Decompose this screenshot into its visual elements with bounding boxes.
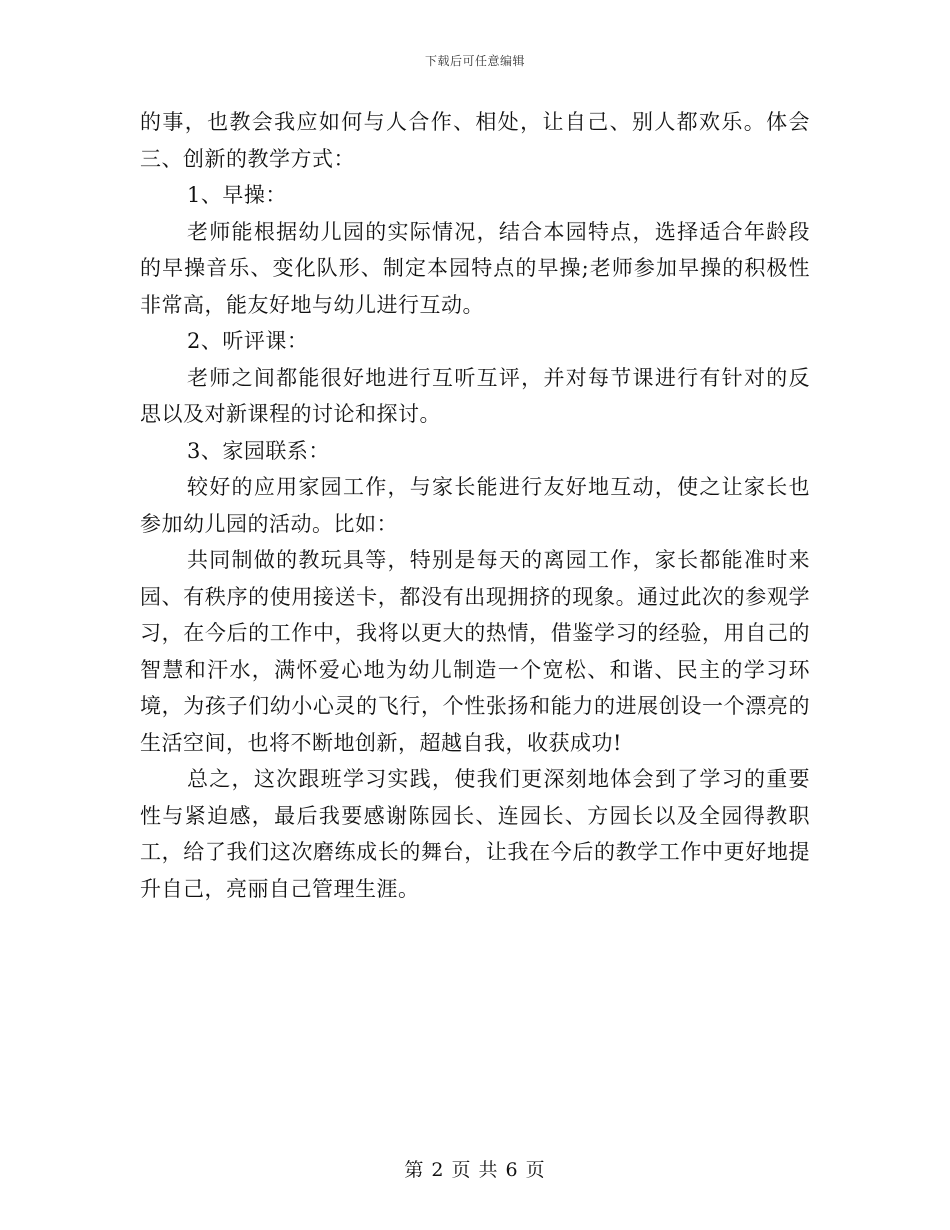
paragraph: 老师之间都能很好地进行互听互评，并对每节课进行有针对的反思以及对新课程的讨论和探讨。 [140,365,810,426]
paragraph: 较好的应用家园工作，与家长能进行友好地互动，使之让家长也参加幼儿园的活动。比如： [140,475,810,536]
document-body [140,104,810,907]
section-heading-home-school: 3、家园联系： [187,438,330,463]
page-header-note: 下载后可任意编辑 [424,54,525,68]
paragraph: 的事，也教会我应如何与人合作、相处，让自己、别人都欢乐。体会三、创新的教学方式： [140,110,810,171]
section-heading-morning-exercise: 1、早操： [187,183,287,207]
paragraph-conclusion: 总之，这次跟班学习实践，使我们更深刻地体会到了学习的重要性与紧迫感，最后我要感谢陈园长、连园长、方园长以及全园得教职工，给了我们这次磨练成长的舞台，让我在今后的教学工作中更好地提升自己，亮丽自己管理生涯。 [140,767,810,901]
paragraph: 老师能根据幼儿园的实际情况，结合本园特点，选择适合年龄段的早操音乐、变化队形、制定本园特点的早操;老师参加早操的积极性非常高，能友好地与幼儿进行互动。 [140,219,810,317]
page-number-footer: 第 2 页 共 6 页 [404,1159,546,1181]
section-heading-lesson-review: 2、听评课： [187,329,309,353]
paragraph: 共同制做的教玩具等，特别是每天的离园工作，家长都能准时来园、有秩序的使用接送卡，都没有出现拥挤的现象。通过此次的参观学习，在今后的工作中，我将以更大的热情，借鉴学习的经验，用自己的智慧和汗水，满怀爱心地为幼儿制造一个宽松、和谐、民主的学习环境，为孩子们幼小心灵的飞行，个性张扬和能力的进展创设一个漂亮的生活空间，也将不断地创新，超越自我，收获成功! [140,548,810,755]
